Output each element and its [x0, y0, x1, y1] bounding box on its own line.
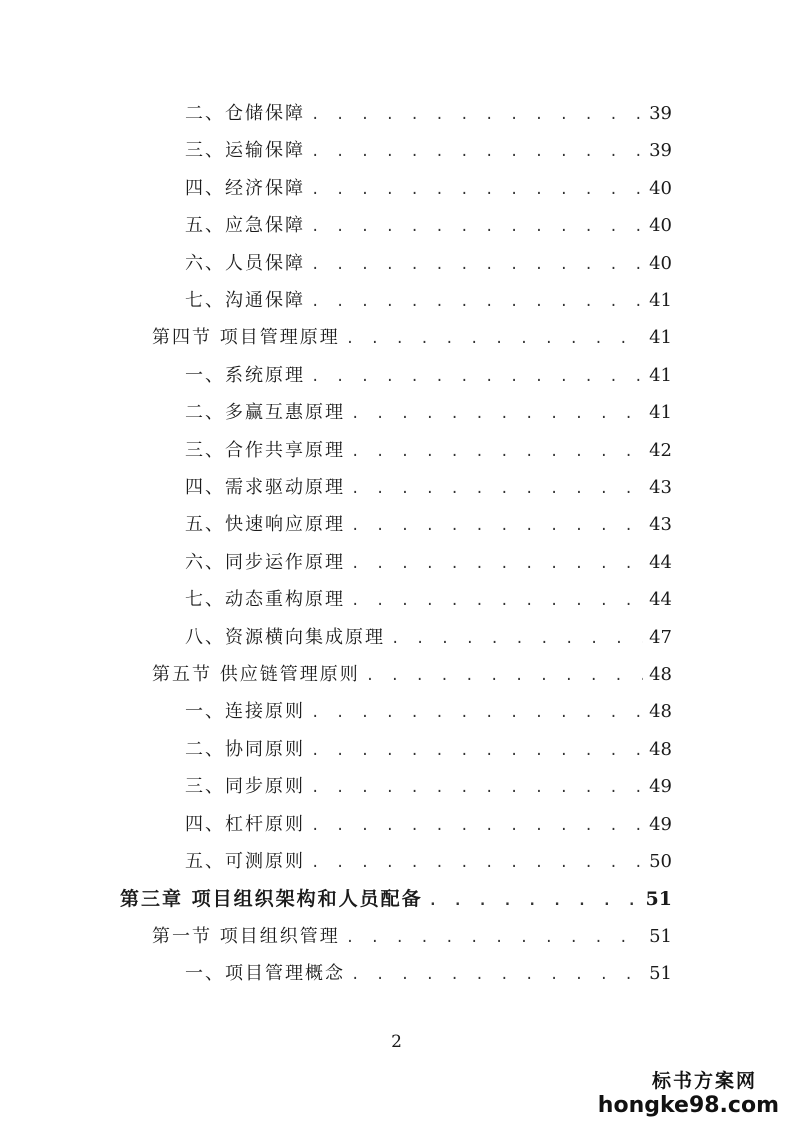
toc-entry-title: 三、合作共享原理 [185, 440, 345, 461]
toc-dot-leader [351, 587, 643, 615]
toc-dot-leader [351, 400, 643, 428]
toc-dot-leader [351, 475, 643, 503]
toc-entry[interactable] [152, 324, 672, 353]
toc-dot-leader [311, 363, 643, 391]
toc-dot-leader [311, 774, 643, 802]
watermark [598, 1066, 779, 1119]
toc-entry-page: 47 [649, 627, 672, 648]
toc-entry[interactable] [185, 175, 672, 204]
toc-entry[interactable] [185, 960, 672, 989]
toc-dot-leader [311, 737, 643, 765]
toc-entry[interactable] [152, 923, 672, 952]
toc-entry[interactable] [185, 586, 672, 615]
toc-entry-page: 48 [649, 739, 672, 760]
toc-entry[interactable] [185, 137, 672, 166]
toc-entry-page: 44 [649, 589, 672, 610]
toc-dot-leader [346, 325, 643, 353]
toc-entry-title: 第五节 供应链管理原则 [152, 664, 360, 685]
toc-dot-leader [366, 662, 643, 690]
toc-entry[interactable] [185, 474, 672, 503]
toc-entry-title: 二、协同原则 [185, 739, 305, 760]
toc-dot-leader [351, 512, 643, 540]
toc-entry-title: 第三章 项目组织架构和人员配备 [120, 888, 423, 910]
toc-entry[interactable] [185, 250, 672, 279]
toc-entry-title: 一、连接原则 [185, 701, 305, 722]
toc-entry-page: 43 [649, 477, 672, 498]
toc-entry-title: 一、系统原理 [185, 365, 305, 386]
toc-entry-title: 二、多赢互惠原理 [185, 402, 345, 423]
toc-dot-leader [311, 812, 643, 840]
toc-entry-title: 五、可测原则 [185, 851, 305, 872]
toc-entry-page: 41 [649, 290, 672, 311]
toc-entry-page: 40 [649, 215, 672, 236]
toc-entry-page: 39 [649, 140, 672, 161]
toc-entry-page: 41 [649, 402, 672, 423]
toc-entry-title: 三、同步原则 [185, 776, 305, 797]
toc-entry-page: 50 [649, 851, 672, 872]
toc-entry-page: 51 [645, 888, 672, 910]
toc-entry-title: 第四节 项目管理原理 [152, 327, 340, 348]
toc-dot-leader [311, 138, 643, 166]
toc-dot-leader [351, 961, 643, 989]
toc-entry-title: 三、运输保障 [185, 140, 305, 161]
toc-entry-title: 七、动态重构原理 [185, 589, 345, 610]
toc-entry-title: 六、人员保障 [185, 253, 305, 274]
toc-entry[interactable] [120, 885, 672, 915]
toc-entry-title: 七、沟通保障 [185, 290, 305, 311]
toc-dot-leader [311, 288, 643, 316]
toc-entry-title: 四、杠杆原则 [185, 814, 305, 835]
toc-entry[interactable] [185, 511, 672, 540]
toc-entry-title: 一、项目管理概念 [185, 963, 345, 984]
toc-dot-leader [351, 550, 643, 578]
watermark-name: 标书方案网 [651, 1070, 757, 1092]
toc-entry[interactable] [185, 736, 672, 765]
toc-entry[interactable] [185, 437, 672, 466]
toc-entry[interactable] [185, 100, 672, 129]
toc-entry[interactable] [185, 624, 672, 653]
toc-entry-title: 四、经济保障 [185, 178, 305, 199]
toc-dot-leader [311, 251, 643, 279]
toc-entry-title: 二、仓储保障 [185, 103, 305, 124]
toc-dot-leader [429, 887, 640, 915]
toc-entry-title: 五、应急保障 [185, 215, 305, 236]
toc-entry[interactable] [185, 848, 672, 877]
toc-dot-leader [311, 101, 643, 129]
toc-dot-leader [391, 625, 643, 653]
toc-entry-page: 40 [649, 253, 672, 274]
toc-dot-leader [311, 176, 643, 204]
toc-entry-page: 44 [649, 552, 672, 573]
toc-entry[interactable] [185, 399, 672, 428]
toc-dot-leader [351, 438, 643, 466]
toc-entry[interactable] [152, 661, 672, 690]
toc-entry-page: 42 [649, 440, 672, 461]
toc-entry-page: 41 [649, 365, 672, 386]
toc-dot-leader [311, 699, 643, 727]
toc-entry-page: 49 [649, 776, 672, 797]
toc-entry-title: 四、需求驱动原理 [185, 477, 345, 498]
toc-entry[interactable] [185, 212, 672, 241]
toc-entry-page: 51 [649, 926, 672, 947]
toc-entry-page: 43 [649, 514, 672, 535]
toc-entry[interactable] [185, 287, 672, 316]
toc-entry-title: 第一节 项目组织管理 [152, 926, 340, 947]
toc-entry-page: 49 [649, 814, 672, 835]
toc-entry[interactable] [185, 362, 672, 391]
toc-entry[interactable] [185, 811, 672, 840]
toc-entry[interactable] [185, 773, 672, 802]
toc-entry-page: 51 [649, 963, 672, 984]
toc-entry[interactable] [185, 549, 672, 578]
toc-entry-page: 40 [649, 178, 672, 199]
watermark-url: hongke98.com [597, 1093, 779, 1118]
toc-entry-page: 41 [649, 327, 672, 348]
toc-dot-leader [346, 924, 643, 952]
toc-entry[interactable] [185, 698, 672, 727]
toc-entry-page: 48 [649, 664, 672, 685]
toc-entry-title: 五、快速响应原理 [185, 514, 345, 535]
toc-entry-page: 48 [649, 701, 672, 722]
toc-entry-title: 八、资源横向集成原理 [185, 627, 385, 648]
toc-dot-leader [311, 213, 643, 241]
toc-dot-leader [311, 849, 643, 877]
toc-entry-title: 六、同步运作原理 [185, 552, 345, 573]
page-number: 2 [391, 1032, 402, 1052]
toc-entry-page: 39 [649, 103, 672, 124]
